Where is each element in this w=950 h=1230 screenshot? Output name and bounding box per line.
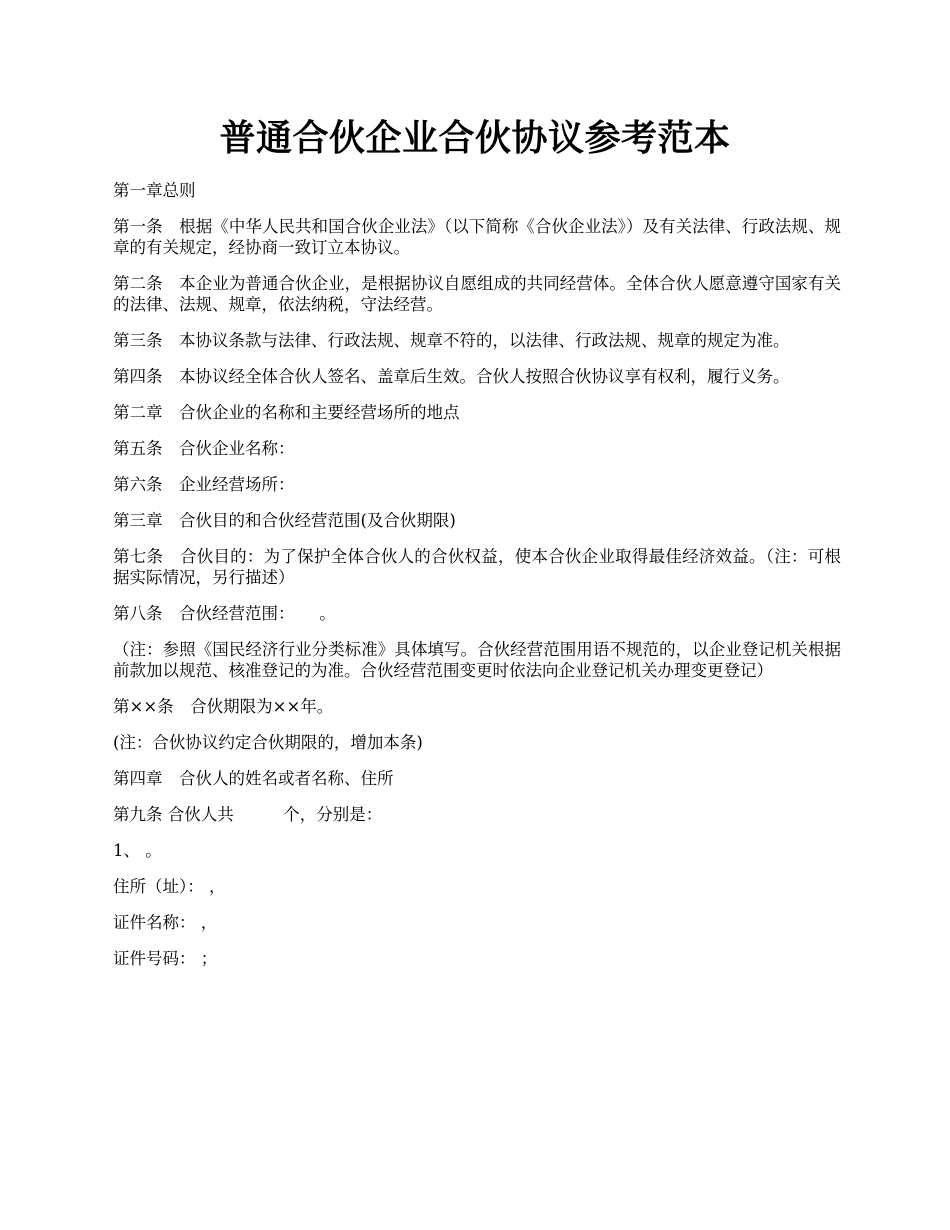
article-term-note: (注：合伙协议约定合伙期限的，增加本条) xyxy=(113,733,423,752)
article-9: 第九条 合伙人共 个，分别是： xyxy=(113,805,383,824)
article-7: 第七条 合伙目的：为了保护全体合伙人的合伙权益，使本合伙企业取得最佳经济效益。（注：可根据实际情况，另行描述） xyxy=(113,547,841,587)
document-title: 普通合伙企业合伙协议参考范本 xyxy=(219,117,731,159)
chapter-4-heading: 第四章 合伙人的姓名或者名称、住所 xyxy=(113,769,394,788)
article-3: 第三条 本协议条款与法律、行政法规、规章不符的，以法律、行政法规、规章的规定为准。 xyxy=(113,331,790,350)
partner-1-address: 住所（址）： ， xyxy=(113,877,226,896)
article-5: 第五条 合伙企业名称： xyxy=(113,439,295,458)
article-4: 第四条 本协议经全体合伙人签名、盖章后生效。合伙人按照合伙协议享有权利，履行义务。 xyxy=(113,367,790,386)
article-8: 第八条 合伙经营范围： 。 xyxy=(113,604,336,623)
chapter-2-heading: 第二章 合伙企业的名称和主要经营场所的地点 xyxy=(113,403,460,422)
partner-1-id-number: 证件号码： ； xyxy=(113,949,218,968)
article-term: 第××条 合伙期限为××年。 xyxy=(113,697,334,716)
document-body xyxy=(113,180,841,984)
article-1: 第一条 根据《中华人民共和国合伙企业法》（以下简称《合伙企业法》）及有关法律、行政法规、规章的有关规定，经协商一致订立本协议。 xyxy=(113,217,841,257)
chapter-3-heading: 第三章 合伙目的和合伙经营范围(及合伙期限) xyxy=(113,511,456,530)
article-8-note: （注：参照《国民经济行业分类标准》具体填写。合伙经营范围用语不规范的，以企业登记机关根据前款加以规范、核准登记的为准。合伙经营范围变更时依法向企业登记机关办理变更登记） xyxy=(113,640,841,680)
partner-1-id-type: 证件名称： ， xyxy=(113,913,218,932)
chapter-1-heading: 第一章总则 xyxy=(113,181,196,200)
partner-1-item: 1、 。 xyxy=(113,841,162,860)
article-6: 第六条 企业经营场所： xyxy=(113,475,295,494)
article-2: 第二条 本企业为普通合伙企业，是根据协议自愿组成的共同经营体。全体合伙人愿意遵守国家有关的法律、法规、规章，依法纳税，守法经营。 xyxy=(113,274,841,314)
